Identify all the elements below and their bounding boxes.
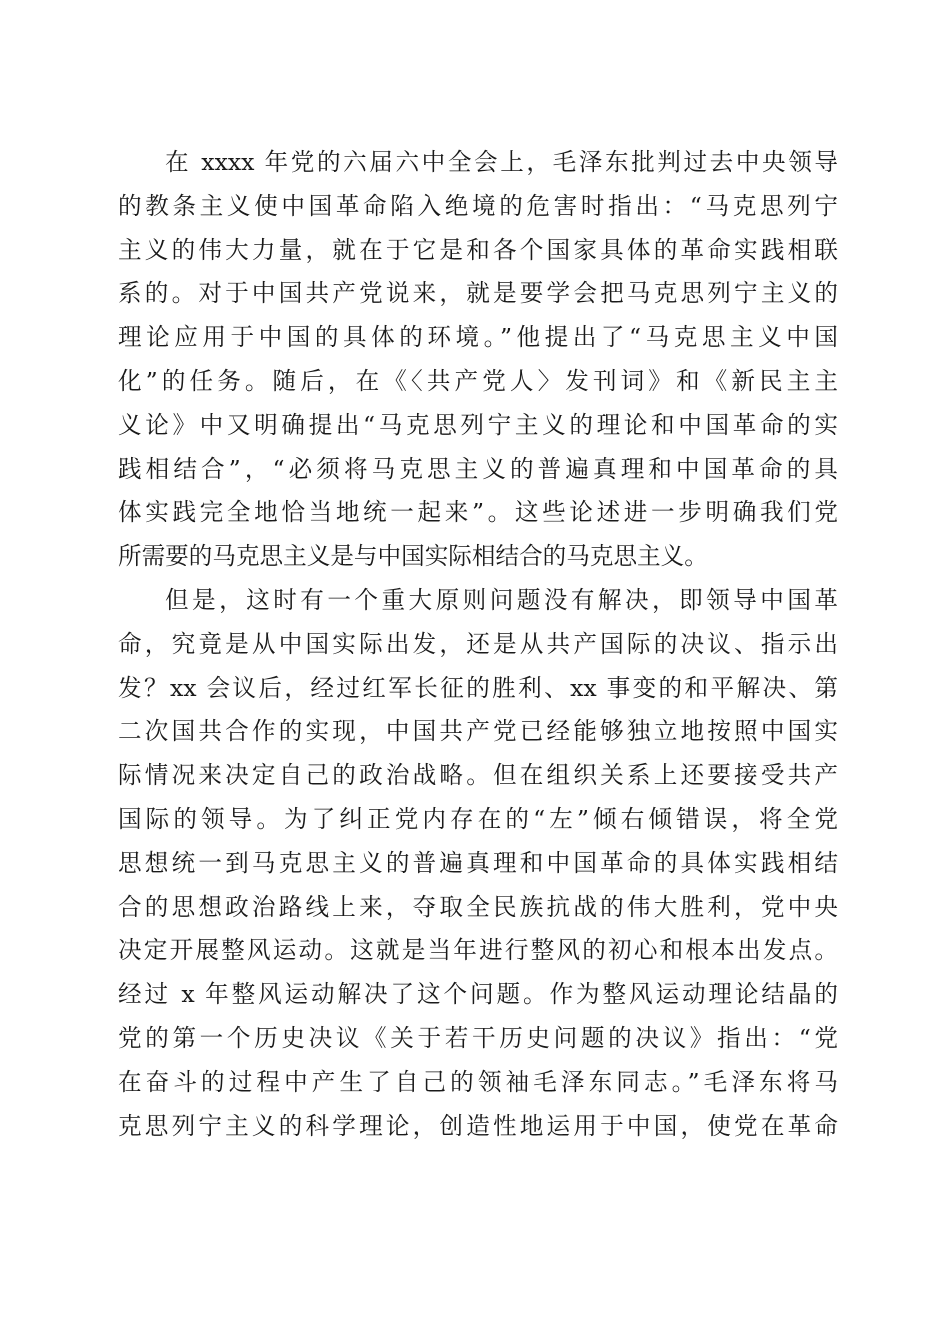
text-line: 但是，这时有一个重大原则问题没有解决，即领导中国革 [165,585,838,614]
text-line: 命，究竟是从中国实际出发，还是从共产国际的决议、指示出 [118,629,838,658]
paragraph-2 [118,579,838,1148]
text-line: 主义的伟大力量，就在于它是和各个国家具体的革命实践相联 [118,235,838,264]
text-line: 二次国共合作的实现，中国共产党已经能够独立地按照中国实 [118,717,838,746]
paragraph-1 [118,141,838,579]
body-text [118,141,838,1148]
text-line: 决定开展整风运动。这就是当年进行整风的初心和根本出发点。 [118,936,838,965]
text-line: 理论应用于中国的具体的环境。”他提出了“马克思主义中国 [118,323,838,352]
text-line: 合的思想政治路线上来，夺取全民族抗战的伟大胜利，党中央 [118,892,838,921]
text-line: 化”的任务。随后，在《〈共产党人〉发刊词》和《新民主主 [118,366,838,395]
text-line: 经过 x 年整风运动解决了这个问题。作为整风运动理论结晶的 [118,980,838,1009]
text-line: 在 xxxx 年党的六届六中全会上，毛泽东批判过去中央领导 [165,148,838,176]
text-line: 系的。对于中国共产党说来，就是要学会把马克思列宁主义的 [118,279,838,308]
text-line: 际情况来决定自己的政治战略。但在组织关系上还要接受共产 [118,761,838,790]
text-line: 所需要的马克思主义是与中国实际相结合的马克思主义。 [118,542,708,571]
text-line: 克思列宁主义的科学理论，创造性地运用于中国，使党在革命 [118,1111,838,1140]
text-line: 国际的领导。为了纠正党内存在的“左”倾右倾错误，将全党 [118,804,838,833]
text-line: 体实践完全地恰当地统一起来”。这些论述进一步明确我们党 [118,498,838,527]
text-line: 义论》中又明确提出“马克思列宁主义的理论和中国革命的实 [118,410,838,439]
text-line: 发？xx 会议后，经过红军长征的胜利、xx 事变的和平解决、第 [118,673,838,702]
text-line: 在奋斗的过程中产生了自己的领袖毛泽东同志。”毛泽东将马 [118,1067,838,1096]
text-line: 的教条主义使中国革命陷入绝境的危害时指出：“马克思列宁 [118,191,838,220]
text-line: 思想统一到马克思主义的普遍真理和中国革命的具体实践相结 [118,848,838,877]
text-line: 践相结合”，“必须将马克思主义的普遍真理和中国革命的具 [118,454,838,483]
text-line: 党的第一个历史决议《关于若干历史问题的决议》指出：“党 [118,1023,838,1052]
